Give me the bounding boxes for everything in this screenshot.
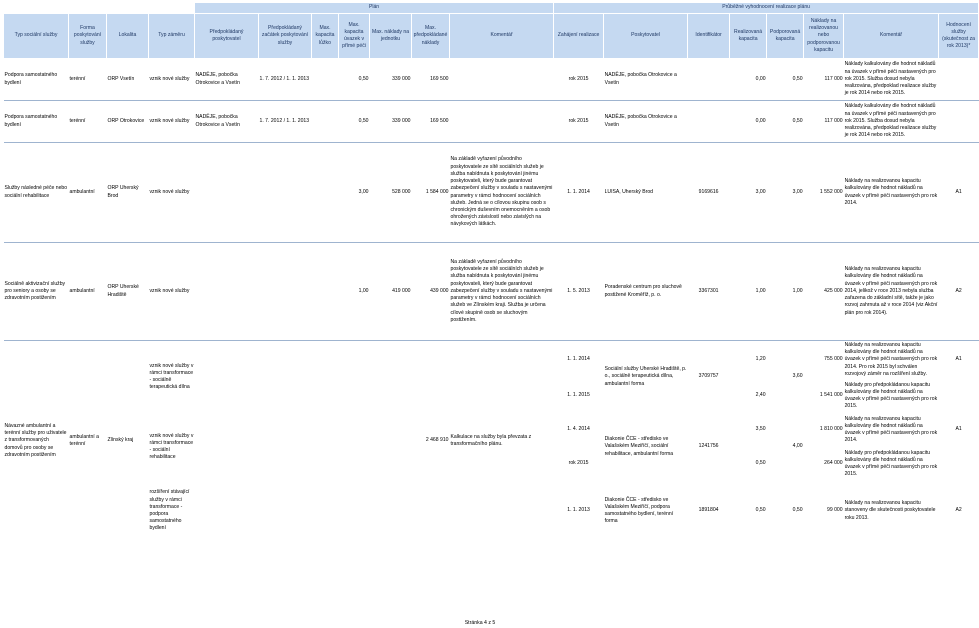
cell-supported-capacity: 0,50 (792, 507, 803, 514)
cell-realized-capacity: 3,00 (730, 143, 767, 243)
cell-provider: NADĚJE, pobočka Otrokovice a Vsetín (604, 101, 688, 143)
col-header: Lokalita (107, 14, 149, 59)
cell-rating: A1 (955, 356, 962, 363)
col-header: Typ sociální služby (4, 14, 69, 59)
col-header: Typ záměru (149, 14, 195, 59)
cell-type: Podpora samostatného bydlení (4, 59, 69, 101)
cell-realized-cost: 117 000 (804, 59, 844, 101)
cell-locality: ORP Uherský Brod (107, 143, 149, 243)
cell-provider: NADĚJE, pobočka Otrokovice a Vsetín (604, 59, 688, 101)
col-header: Forma poskytování služby (69, 14, 107, 59)
cell-expected-provider (195, 243, 259, 341)
col-header: Max. kapacita úvazek v přímé péči (339, 14, 370, 59)
cell-provider: Diakonie ČCE - středisko ve Valašském Meziříčí, sociální rehabilitace, ambulantní forma (604, 436, 674, 457)
cell-comment-eval: Náklady na realizovanou kapacitu kalkulovány dle hodnot nákladů na úvazek v přímé péči nastavených pro rok 2014. (844, 143, 939, 243)
col-header: Poskytovatel (604, 14, 688, 59)
cell-fte: 0,50 (339, 101, 370, 143)
page-number: Stránka 4 z 5 (464, 620, 496, 626)
col-header: Hodnocení služby (skutečnost za rok 2013)* (939, 14, 979, 59)
cell-expected-provider (195, 143, 259, 243)
cell-form: terénní (69, 59, 107, 101)
cell-identifier (688, 101, 730, 143)
cell-realized-cost: 425 000 (804, 243, 844, 341)
col-header: Předpokládaný poskytovatel (195, 14, 259, 59)
col-header: Komentář (844, 14, 939, 59)
cell-realized-cost: 264 000 (824, 460, 843, 467)
cell-unit-cost: 528 000 (370, 143, 412, 243)
cell-start-realization: 1. 1. 2013 (567, 507, 590, 514)
cell-start-realization: 1. 1. 2014 (554, 143, 604, 243)
cell-intent: rozšíření stávající služby v rámci transformace - podpora samostatného bydlení (149, 489, 190, 532)
cell-identifier: 3367301 (688, 243, 730, 341)
cell-type: Podpora samostatného bydlení (4, 101, 69, 143)
cell-identifier: 1891804 (698, 507, 719, 514)
cell-form: ambulantní a terénní (69, 433, 99, 447)
cell-start-realization: 1. 4. 2014 (567, 426, 590, 433)
cell-rating: A2 (955, 507, 962, 514)
cell-max-cost: 1 584 000 (412, 143, 450, 243)
cell-rating (939, 101, 979, 143)
cell-start-realization: 1. 5. 2013 (554, 243, 604, 341)
cell-supported-capacity: 0,50 (767, 59, 804, 101)
col-header: Max. předpokládané náklady (412, 14, 450, 59)
cell-comment-eval: Náklady kalkulovány dle hodnot nákladů na úvazek v přímé péči nastavených pro rok 2015. Služba dosud nebyla realizována, předpoklad realizace služby je rok 2014 nebo rok 2015. (844, 59, 939, 101)
cell-max-cost: 2 468 910 (425, 437, 449, 444)
plan-table (3, 2, 979, 541)
cell-identifier (688, 59, 730, 101)
col-header: Zahájení realizace (554, 14, 604, 59)
cell-comment-eval: Náklady pro předpokládanou kapacitu kalkulovány dle hodnot nákladů na úvazek v přímé péči nastavených pro rok 2015. (844, 449, 938, 478)
cell-comment (450, 59, 554, 101)
cell-intent: vznik nové služby (149, 143, 195, 243)
cell-identifier: 3709757 (698, 373, 719, 380)
cell-realized-capacity: 2,40 (755, 392, 766, 399)
cell-rating (939, 447, 979, 481)
cell-type: Návazné ambulantní a terénní služby pro uživatele z transformovaných domovů pro osoby se zdravotním postižením (4, 423, 67, 458)
table-row (4, 341, 979, 380)
cell-supported-capacity: 3,60 (792, 373, 803, 380)
cell-comment: Na základě vyřazení původního poskytovatele ze sítě sociálních služeb je služba nabídnuta k poskytování jinému poskytovateli, který bude garantovat zabezpečení služby v souladu s nastavenými parametry v rámci hodnocení sociálních služeb ve Zlínském kraji. Služba je určena cílové skupině osob se sluchovým postižením. (450, 243, 554, 341)
cell-realized-cost: 1 810 000 (819, 426, 843, 433)
cell-provider: Diakonie ČCE - středisko ve Valašském Meziříčí, podpora samostatného bydlení, terénní forma (604, 496, 674, 525)
cell-supported-capacity: 4,00 (792, 443, 803, 450)
cell-start-realization: 1. 1. 2015 (567, 392, 590, 399)
table-row (4, 101, 979, 143)
cell-unit-cost: 339 000 (370, 101, 412, 143)
cell-locality: Zlínský kraj (107, 437, 134, 444)
cell-unit-cost: 419 000 (370, 243, 412, 341)
cell-realized-capacity: 1,00 (730, 243, 767, 341)
cell-fte: 1,00 (339, 243, 370, 341)
cell-form: terénní (69, 101, 107, 143)
cell-start-realization: 1. 1. 2014 (567, 356, 590, 363)
cell-start (259, 143, 312, 243)
cell-realized-cost: 99 000 (826, 507, 843, 514)
cell-realized-cost: 117 000 (804, 101, 844, 143)
group-header-plan: Plán (195, 3, 554, 14)
cell-realized-capacity: 0,50 (755, 460, 766, 467)
cell-intent: vznik nové služby v rámci transformace - sociální rehabilitace (149, 432, 194, 461)
table-row (4, 243, 979, 341)
cell-start (259, 243, 312, 341)
cell-beds (312, 101, 339, 143)
cell-realized-capacity: 1,20 (755, 356, 766, 363)
cell-comment-eval: Náklady na realizovanou kapacitu stanoveny dle skutečnosti poskytovatele roku 2013. (844, 500, 936, 521)
cell-realized-cost: 755 000 (824, 356, 843, 363)
col-header: Předpokládaný začátek poskytování služby (259, 14, 312, 59)
cell-realized-capacity: 0,00 (730, 59, 767, 101)
col-header: Komentář (450, 14, 554, 59)
col-header: Náklady na realizovanou nebo podporovanou kapacitu (804, 14, 844, 59)
cell-start-realization: rok 2015 (568, 460, 589, 467)
cell-start: 1. 7. 2012 / 1. 1. 2013 (259, 59, 312, 101)
cell-provider: Poradenské centrum pro sluchově postižené Kroměříž, p. o. (604, 243, 688, 341)
cell-rating (939, 59, 979, 101)
cell-type: Sociálně aktivizační služby pro seniory a osoby se zdravotním postižením (4, 243, 69, 341)
cell-type: Služby následné péče nebo sociální rehabilitace (4, 143, 69, 243)
col-header: Max. náklady na jednotku (370, 14, 412, 59)
cell-realized-capacity: 0,50 (755, 507, 766, 514)
cell-start-realization: rok 2015 (554, 59, 604, 101)
cell-form: ambulantní (69, 243, 107, 341)
table-row (4, 143, 979, 243)
cell-beds (312, 243, 339, 341)
cell-intent: vznik nové služby (149, 243, 195, 341)
cell-beds (312, 59, 339, 101)
cell-realized-capacity: 0,00 (730, 101, 767, 143)
cell-comment-eval: Náklady na realizovanou kapacitu kalkulovány dle hodnot nákladů na úvazek v přímé péči nastavených pro rok 2014. Pro rok 2015 byl schválen rozvojový záměr na rozšíření služby. (844, 342, 938, 377)
cell-supported-capacity: 1,00 (767, 243, 804, 341)
col-header: Realizovaná kapacita (730, 14, 767, 59)
cell-expected-provider: NADĚJE, pobočka Otrokovice a Vsetín (195, 59, 259, 101)
col-header: Podporovaná kapacita (767, 14, 804, 59)
cell-locality: ORP Uherské Hradiště (107, 243, 149, 341)
document-page (3, 2, 976, 541)
cell-comment-eval: Náklady kalkulovány dle hodnot nákladů na úvazek v přímé péči nastavených pro rok 2015. Služba dosud nebyla realizována, předpoklad realizace služby je rok 2014 nebo rok 2015. (844, 101, 939, 143)
cell-comment: Kalkulace na služby byla převzata z transformačního plánu. (450, 433, 532, 447)
cell-intent: vznik nové služby (149, 59, 195, 101)
cell-fte: 3,00 (339, 143, 370, 243)
cell-rating: A2 (939, 243, 979, 341)
col-header: Identifikátor (688, 14, 730, 59)
cell-realized-cost: 1 552 000 (804, 143, 844, 243)
cell-intent: vznik nové služby (149, 101, 195, 143)
cell-supported-capacity: 3,00 (767, 143, 804, 243)
cell-beds (312, 143, 339, 243)
cell-comment-eval: Náklady na realizovanou kapacitu kalkulovány dle hodnot nákladů na úvazek v přímé péči nastavených pro rok 2014. (844, 415, 938, 444)
cell-realized-cost: 1 541 000 (819, 392, 843, 399)
cell-fte: 0,50 (339, 59, 370, 101)
cell-rating: A1 (939, 143, 979, 243)
table-row (4, 59, 979, 101)
cell-rating: A1 (955, 426, 962, 433)
group-header-evaluation: Průběžné vyhodnocení realizace plánu (554, 3, 979, 14)
cell-provider: LUISA, Uherský Brod (604, 143, 688, 243)
cell-identifier: 9169616 (688, 143, 730, 243)
cell-rating (939, 379, 979, 413)
cell-unit-cost: 339 000 (370, 59, 412, 101)
cell-comment (450, 101, 554, 143)
cell-expected-provider: NADĚJE, pobočka Otrokovice a Vsetín (195, 101, 259, 143)
cell-realized-capacity: 3,50 (755, 426, 766, 433)
cell-max-cost: 439 000 (412, 243, 450, 341)
cell-provider: Sociální služby Uherské Hradiště, p. o., sociálně terapeutická dílna, ambulantní forma (604, 366, 687, 387)
cell-comment-eval: Náklady pro předpokládanou kapacitu kalkulovány dle hodnot nákladů na úvazek v přímé péči nastavených pro rok 2015. (844, 381, 938, 410)
cell-comment: Na základě vyřazení původního poskytovatele ze sítě sociálních služeb je služba nabídnuta k poskytování jinému poskytovateli, který bude garantovat zabezpečení služby v souladu s nastavenými parametry v rámci hodnocení sociálních služeb. Jedná se o cílovou skupinu osob s chronickým duševním onemocněním a osob ohrožených závislostí nebo závislých na návykových látkách. (450, 143, 554, 243)
cell-max-cost: 169 500 (412, 59, 450, 101)
cell-locality: ORP Vsetín (107, 59, 149, 101)
cell-comment-eval: Náklady na realizovanou kapacitu kalkulovány dle hodnot nákladů na úvazek v přímé péči nastavených pro rok 2014, jelikož v roce 2013 nebyla služba zařazena do základní sítě, takže je jako rozvoj zahrnuta až v roce 2014 (viz Akční plán pro rok 2014). (844, 243, 939, 341)
cell-supported-capacity: 0,50 (767, 101, 804, 143)
col-header: Max. kapacita lůžko (312, 14, 339, 59)
cell-start-realization: rok 2015 (554, 101, 604, 143)
cell-form: ambulantní (69, 143, 107, 243)
cell-max-cost: 169 500 (412, 101, 450, 143)
cell-start: 1. 7. 2012 / 1. 1. 2013 (259, 101, 312, 143)
cell-identifier: 1241756 (698, 443, 719, 450)
cell-locality: ORP Otrokovice (107, 101, 149, 143)
cell-intent: vznik nové služby v rámci transformace - sociálně terapeutická dílna (149, 362, 194, 391)
